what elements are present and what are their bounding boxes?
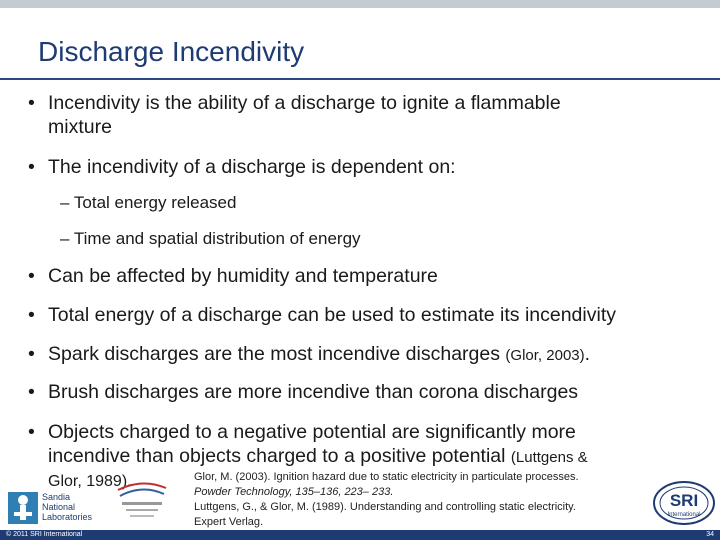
references [194, 470, 634, 530]
bullet-glyph: • [28, 421, 35, 443]
dash-glyph: – [60, 229, 70, 248]
slide-title: Discharge Incendivity [38, 36, 305, 67]
bullet-1 [28, 91, 561, 139]
bullet-glyph: • [28, 156, 35, 178]
subitem-2 [60, 229, 361, 249]
bullet-7-line2-wrap [48, 444, 588, 470]
sri-text: SRI [669, 491, 699, 510]
bullet-6-text: Brush discharges are more incendive than corona discharges [48, 381, 579, 403]
sri-logo [652, 480, 716, 526]
reference-2-line1: Luttgens, G., & Glor, M. (1989). Understanding and controlling static electricity. [194, 501, 576, 513]
bullet-5-body [48, 342, 590, 368]
sandia-logo [6, 488, 102, 528]
subitem-2-text: Time and spatial distribution of energy [73, 229, 361, 248]
emblem-graphic [112, 476, 172, 526]
bullet-7-line2: incendive than objects charged to a positive potential [48, 445, 506, 467]
bullet-glyph: • [28, 343, 35, 365]
bullet-6 [28, 380, 578, 404]
bullet-1-line2: mixture [48, 116, 112, 138]
top-bar [0, 0, 720, 8]
reference-1-line2: Powder Technology, 135–136, 223– 233. [194, 486, 394, 498]
bullet-glyph: • [28, 381, 35, 403]
bullet-5-citation: (Glor, 2003) [505, 347, 585, 364]
bullet-3 [28, 264, 438, 288]
bullet-4-text: Total energy of a discharge can be used to estimate its incendivity [48, 304, 616, 326]
bullet-glyph: • [28, 304, 35, 326]
sandia-line1: Sandia [42, 492, 71, 502]
bullet-1-line1: Incendivity is the ability of a discharge to ignite a flammable [48, 92, 561, 114]
bullet-3-text: Can be affected by humidity and temperature [48, 265, 438, 287]
bullet-7-line1: Objects charged to a negative potential are significantly more [48, 421, 576, 443]
reference-1-line1: Glor, M. (2003). Ignition hazard due to static electricity in particulate processes. [194, 471, 579, 483]
dash-glyph: – [60, 193, 70, 212]
subitem-1 [60, 193, 236, 213]
copyright: © 2011 SRI International [6, 531, 83, 538]
sri-logo-graphic [652, 480, 716, 526]
bullet-glyph: • [28, 92, 35, 114]
sandia-logo-graphic [6, 488, 102, 528]
subitem-1-text: Total energy released [73, 193, 237, 212]
sandia-line2: National [42, 502, 76, 512]
bullet-4 [28, 303, 616, 327]
bullet-5-text: Spark discharges are the most incendive discharges [48, 343, 500, 365]
bullet-glyph: • [28, 265, 35, 287]
sri-subtext: International [667, 512, 701, 518]
page-number: 34 [706, 531, 714, 538]
bullet-2-text: The incendivity of a discharge is dependent on: [48, 156, 456, 178]
sandia-line3: Laboratories [42, 512, 93, 522]
bullet-7-citation: (Luttgens & [510, 449, 588, 466]
bullet-7-line3: Glor, 1989). [48, 473, 132, 490]
footer-bar [0, 530, 720, 540]
bullet-5-period: . [584, 343, 591, 365]
bullet-5 [28, 342, 590, 368]
bullet-2 [28, 155, 456, 179]
partner-emblem [112, 476, 172, 526]
reference-2-line2: Expert Verlag. [194, 516, 264, 528]
title-divider [0, 78, 720, 80]
